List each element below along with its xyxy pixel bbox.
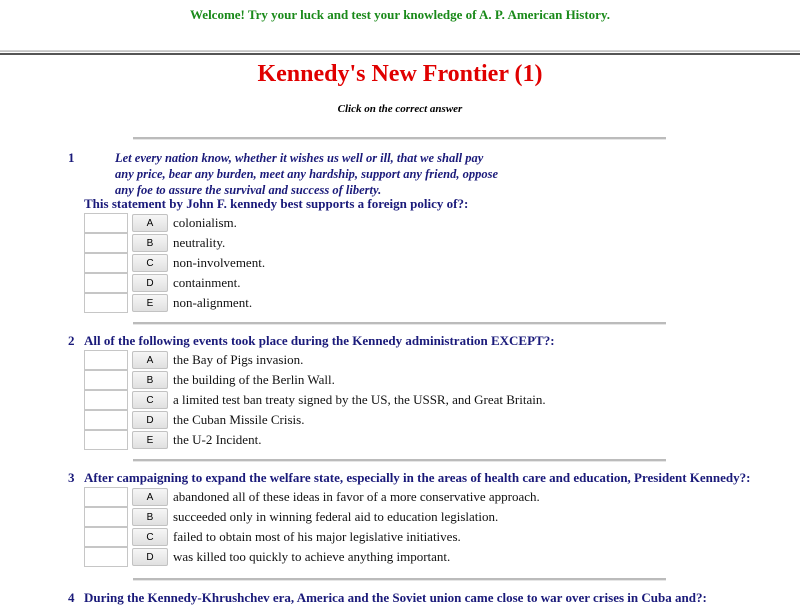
option-text: colonialism. [173, 215, 237, 230]
question-text: All of the following events took place during the Kennedy administration EXCEPT?: [84, 333, 555, 348]
question-text: After campaigning to expand the welfare state, especially in the areas of health care and education, President Kennedy?: [84, 470, 751, 485]
answer-box[interactable] [84, 527, 128, 547]
option-a-button[interactable]: A [132, 351, 168, 369]
answer-box[interactable] [84, 430, 128, 450]
answer-option-d [84, 411, 304, 429]
answer-box[interactable] [84, 547, 128, 567]
option-text: non-alignment. [173, 295, 253, 310]
answer-box[interactable] [84, 410, 128, 430]
option-text: failed to obtain most of his major legislative initiatives. [173, 529, 461, 544]
answer-option-d [84, 274, 241, 292]
option-c-button[interactable]: C [132, 528, 168, 546]
answer-option-a [84, 351, 303, 369]
question-number: 3 [68, 470, 75, 485]
option-text: non-involvement. [173, 255, 266, 270]
welcome-banner: Welcome! Try your luck and test your knowledge of A. P. American History. [190, 7, 610, 22]
option-text: neutrality. [173, 235, 226, 250]
option-d-button[interactable]: D [132, 411, 168, 429]
option-text: was killed too quickly to achieve anything important. [173, 549, 451, 564]
option-a-button[interactable]: A [132, 488, 168, 506]
option-text: the building of the Berlin Wall. [173, 372, 335, 387]
question-divider [133, 137, 666, 140]
option-text: the Cuban Missile Crisis. [173, 412, 305, 427]
instruction-text: Click on the correct answer [337, 103, 463, 115]
answer-option-d [84, 548, 450, 566]
question-text: During the Kennedy-Khrushchev era, America and the Soviet union came close to war over crises in Cuba and?: [84, 590, 707, 605]
option-text: abandoned all of these ideas in favor of a more conservative approach. [173, 489, 540, 504]
answer-option-e [84, 431, 261, 449]
quote-line: Let every nation know, whether it wishes us well or ill, that we shall pay [115, 151, 484, 165]
question-text: This statement by John F. kennedy best supports a foreign policy of?: [84, 196, 469, 211]
option-text: the U-2 Incident. [173, 432, 262, 447]
question-divider [133, 578, 666, 581]
answer-option-b [84, 371, 335, 389]
answer-box[interactable] [84, 213, 128, 233]
question-quote [115, 150, 535, 198]
answer-box[interactable] [84, 273, 128, 293]
option-a-button[interactable]: A [132, 214, 168, 232]
quote-line: any price, bear any burden, meet any hardship, support any friend, oppose [115, 167, 499, 181]
option-text: containment. [173, 275, 241, 290]
answer-option-b [84, 508, 498, 526]
answer-box[interactable] [84, 370, 128, 390]
answer-option-e [84, 294, 252, 312]
answer-box[interactable] [84, 293, 128, 313]
option-text: a limited test ban treaty signed by the US, the USSR, and Great Britain. [173, 392, 546, 407]
answer-box[interactable] [84, 487, 128, 507]
option-b-button[interactable]: B [132, 371, 168, 389]
answer-box[interactable] [84, 233, 128, 253]
option-c-button[interactable]: C [132, 254, 168, 272]
answer-option-a [84, 214, 237, 232]
quote-line: any foe to assure the survival and success of liberty. [115, 183, 382, 197]
question-divider [133, 459, 666, 462]
answer-box[interactable] [84, 507, 128, 527]
question-number: 4 [68, 590, 75, 605]
answer-box[interactable] [84, 390, 128, 410]
answer-option-a [84, 488, 540, 506]
option-c-button[interactable]: C [132, 391, 168, 409]
option-text: succeeded only in winning federal aid to education legislation. [173, 509, 499, 524]
option-e-button[interactable]: E [132, 431, 168, 449]
answer-option-c [84, 254, 265, 272]
option-d-button[interactable]: D [132, 274, 168, 292]
option-b-button[interactable]: B [132, 508, 168, 526]
question-number: 2 [68, 333, 75, 348]
top-divider [0, 50, 800, 55]
question-divider [133, 322, 666, 325]
answer-option-c [84, 528, 461, 546]
answer-option-c [84, 391, 546, 409]
page-title: Kennedy's New Frontier (1) [257, 61, 543, 87]
option-e-button[interactable]: E [132, 294, 168, 312]
option-d-button[interactable]: D [132, 548, 168, 566]
option-text: the Bay of Pigs invasion. [173, 352, 304, 367]
answer-box[interactable] [84, 253, 128, 273]
option-b-button[interactable]: B [132, 234, 168, 252]
answer-option-b [84, 234, 225, 252]
question-number: 1 [68, 150, 75, 165]
answer-box[interactable] [84, 350, 128, 370]
